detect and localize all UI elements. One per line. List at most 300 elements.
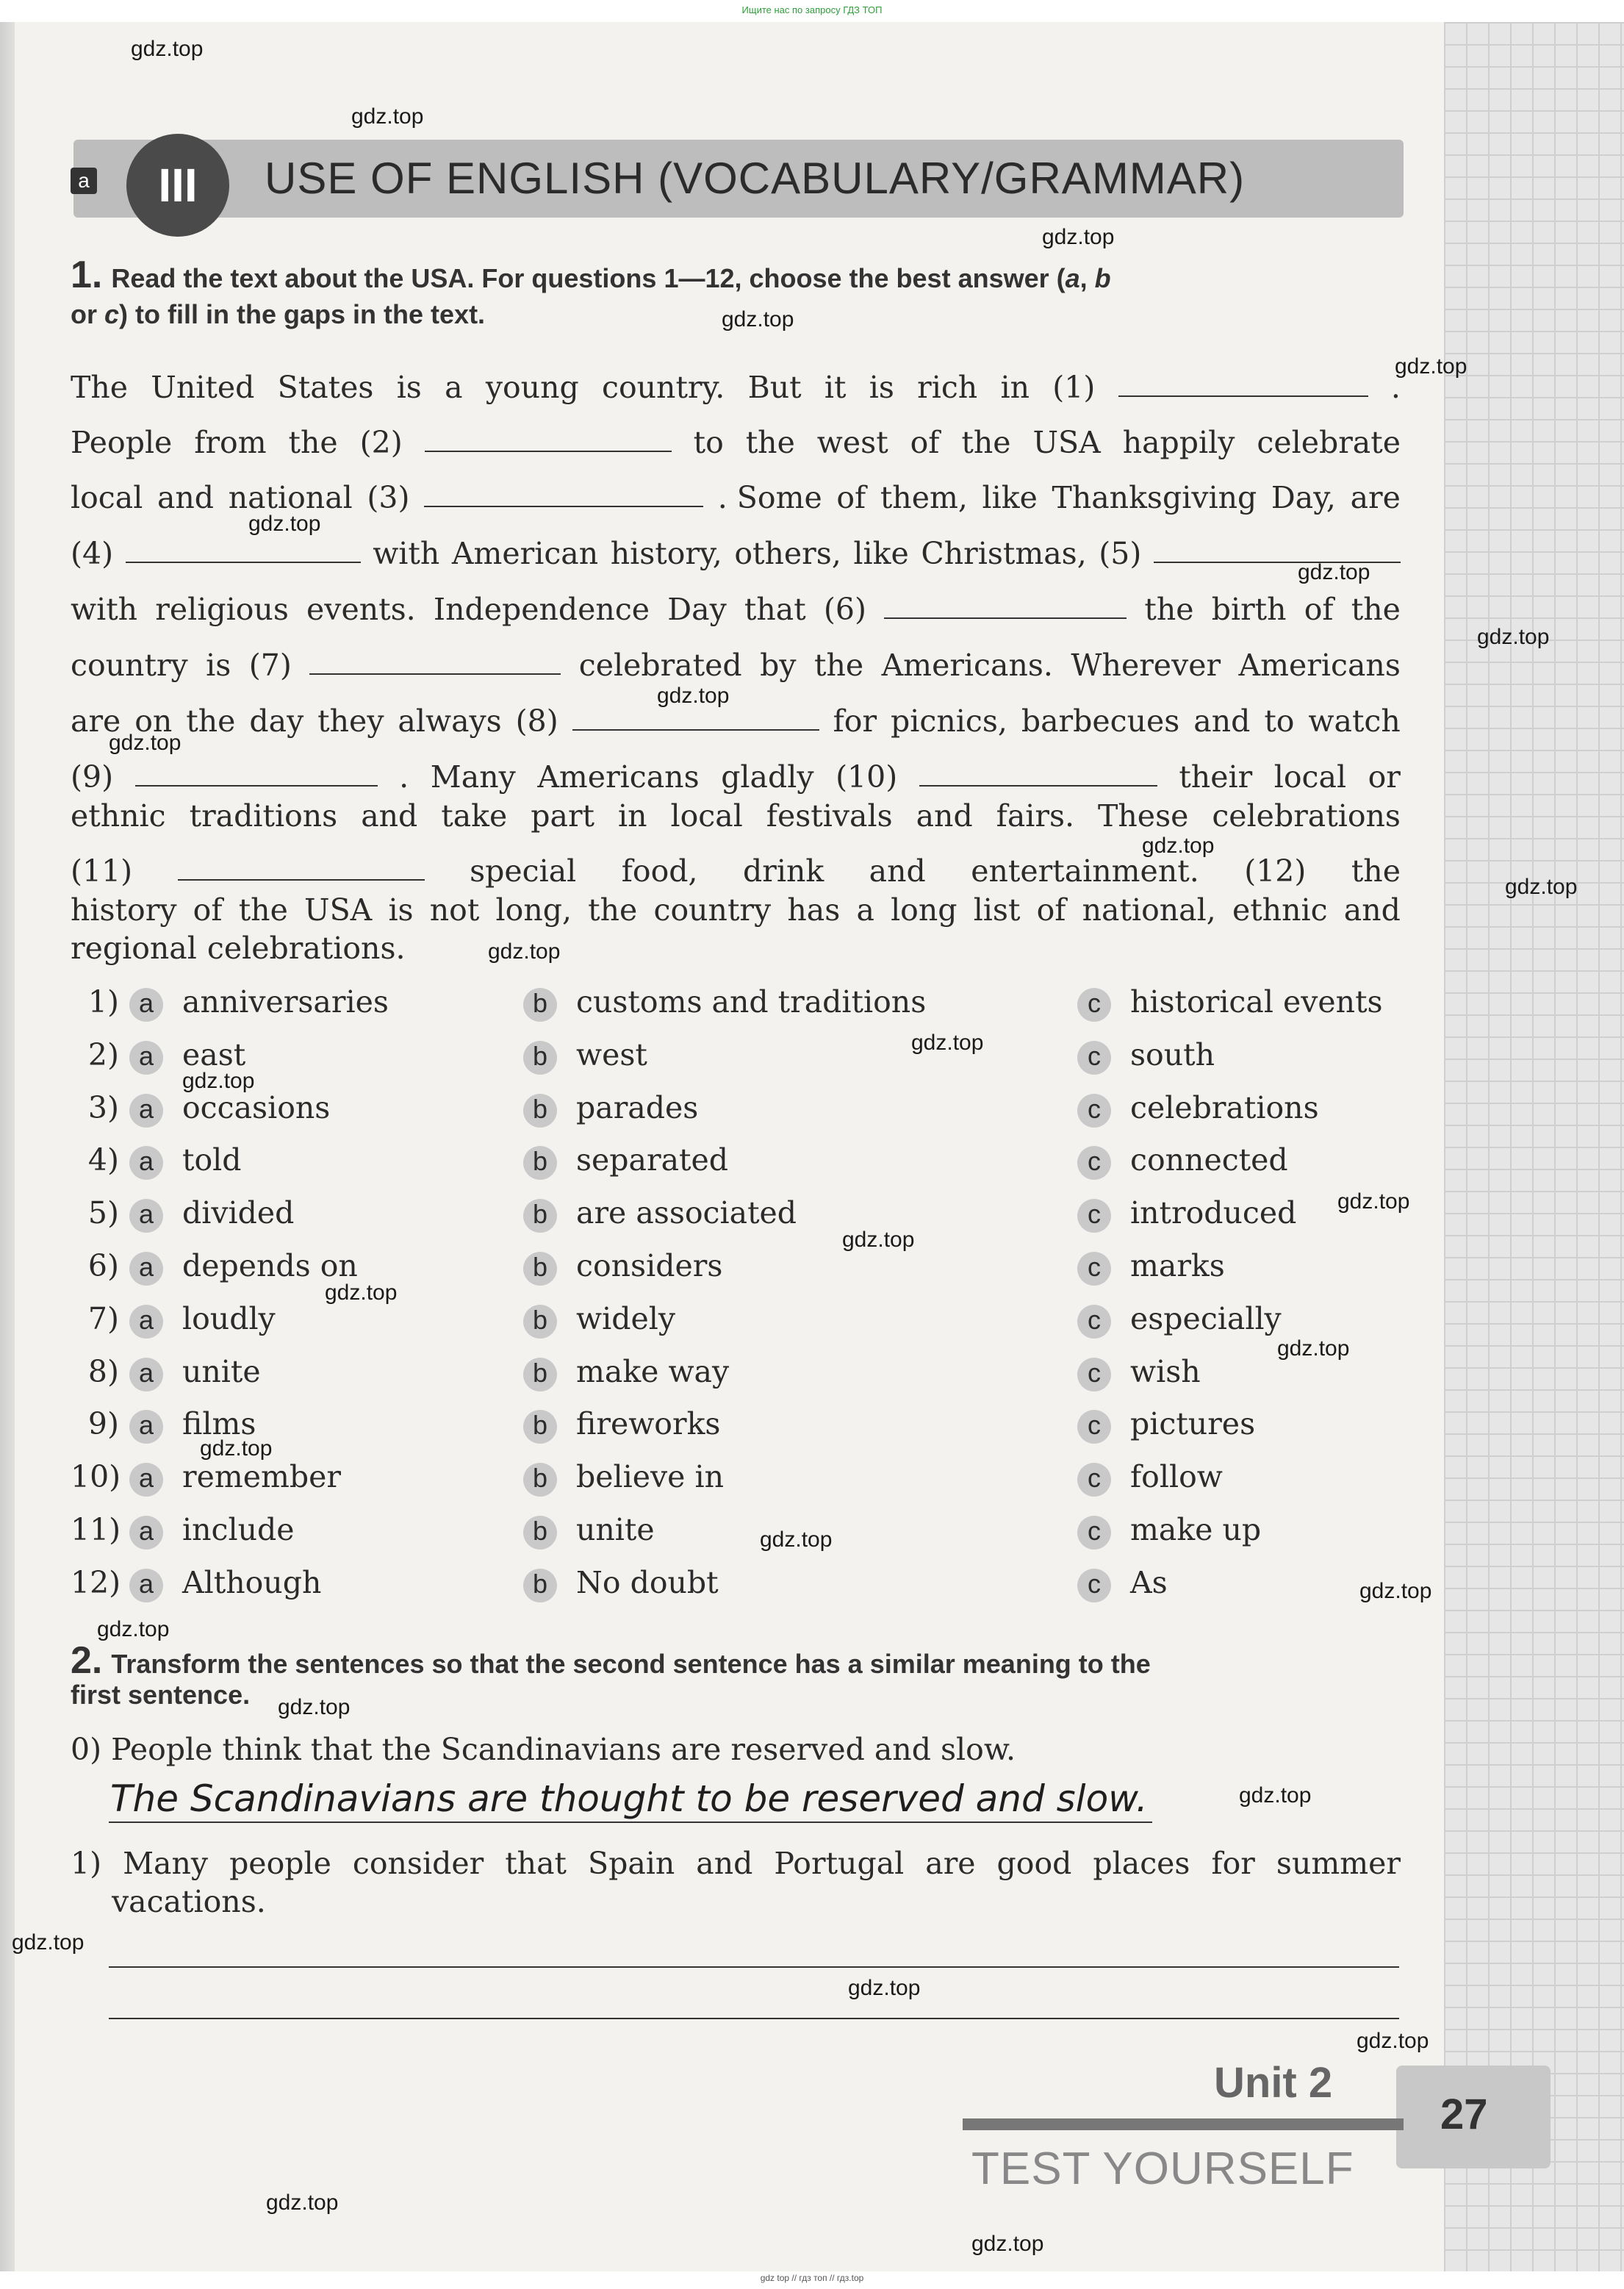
option-text: include bbox=[182, 1512, 295, 1547]
text-word: rich bbox=[917, 370, 978, 405]
text-word: Christmas, bbox=[921, 536, 1087, 571]
text-word: with bbox=[373, 536, 440, 571]
task2-instruction-line2: first sentence. bbox=[71, 1680, 251, 1710]
watermark: gdz.top bbox=[1277, 1336, 1350, 1361]
option-row bbox=[71, 980, 1415, 1024]
text-word: ethnic bbox=[71, 798, 166, 834]
option-c[interactable] bbox=[1077, 1297, 1282, 1341]
text-word: is bbox=[396, 370, 422, 405]
text-word: the bbox=[813, 648, 864, 683]
text-word: the bbox=[238, 892, 288, 928]
text-word: (7) bbox=[248, 648, 292, 683]
option-text: are associated bbox=[576, 1195, 797, 1231]
text-word: and bbox=[1193, 703, 1251, 739]
option-letter-badge: c bbox=[1077, 1252, 1111, 1286]
text-word: places bbox=[1093, 1846, 1190, 1881]
option-b[interactable] bbox=[523, 1402, 720, 1446]
text-word: of bbox=[1304, 592, 1334, 627]
option-c[interactable] bbox=[1077, 1244, 1225, 1288]
text-word: watch bbox=[1308, 703, 1401, 739]
task1-instruction-line1: 1. Read the text about the USA. For questions 1—12, choose the best answer (a, b bbox=[71, 254, 1111, 296]
text-word: national, bbox=[1082, 892, 1216, 928]
watermark: gdz.top bbox=[842, 1228, 915, 1252]
option-a[interactable] bbox=[129, 1561, 321, 1605]
text-line bbox=[71, 535, 1401, 572]
text-word: and bbox=[1343, 892, 1401, 928]
text-word: country. bbox=[602, 370, 725, 405]
watermark: gdz.top bbox=[278, 1695, 351, 1719]
text-word: . bbox=[399, 759, 409, 795]
text-word: (3) bbox=[367, 480, 410, 515]
option-text: occasions bbox=[182, 1090, 331, 1125]
text-word: they bbox=[317, 703, 384, 739]
text-word: celebrated bbox=[578, 648, 742, 683]
text-word: summer bbox=[1276, 1846, 1401, 1881]
text-word: good bbox=[996, 1846, 1072, 1881]
option-text: introduced bbox=[1130, 1195, 1297, 1231]
option-c[interactable] bbox=[1077, 1191, 1296, 1235]
text-word: happily bbox=[1122, 425, 1235, 460]
watermark: gdz.top bbox=[200, 1436, 273, 1461]
option-letter-badge: a bbox=[129, 1410, 163, 1444]
task2-example: 0) People think that the Scandinavians are reserved and slow. bbox=[71, 1732, 1016, 1767]
option-number: 3) bbox=[87, 1090, 119, 1125]
option-b[interactable] bbox=[523, 1297, 675, 1341]
text-word: in bbox=[1000, 370, 1030, 405]
watermark: gdz.top bbox=[848, 1976, 921, 2000]
text-word: Many bbox=[123, 1846, 209, 1881]
text-word: (10) bbox=[836, 759, 898, 795]
option-number: 1) bbox=[87, 984, 119, 1020]
watermark: gdz.top bbox=[248, 512, 321, 536]
watermark: gdz.top bbox=[131, 37, 204, 61]
option-row bbox=[71, 1244, 1415, 1288]
option-c[interactable] bbox=[1077, 1561, 1168, 1605]
text-word: religious bbox=[155, 592, 289, 627]
text-word: country bbox=[653, 892, 772, 928]
text-word: the bbox=[961, 425, 1011, 460]
option-row bbox=[71, 1138, 1415, 1182]
text-word: and bbox=[157, 480, 215, 515]
option-number: 2) bbox=[87, 1037, 119, 1072]
text-word: the bbox=[1351, 592, 1401, 627]
watermark: gdz.top bbox=[325, 1280, 398, 1305]
option-number: 7) bbox=[87, 1301, 119, 1336]
text-word: ethnic bbox=[1232, 892, 1328, 928]
watermark: gdz.top bbox=[1042, 225, 1115, 249]
text-word: Many bbox=[430, 759, 516, 795]
text-word: events. bbox=[306, 592, 416, 627]
option-text: fireworks bbox=[576, 1406, 721, 1441]
watermark: gdz.top bbox=[1298, 560, 1370, 584]
option-letter-badge: c bbox=[1077, 1516, 1111, 1550]
option-letter-badge: a bbox=[129, 1252, 163, 1286]
text-line bbox=[71, 703, 1401, 739]
text-word: entertainment. bbox=[971, 853, 1199, 889]
example-answer-line bbox=[109, 1821, 1152, 1823]
option-letter-badge: a bbox=[129, 1305, 163, 1339]
text-word: celebrations bbox=[1212, 798, 1401, 834]
option-letter-badge: a bbox=[129, 1463, 163, 1497]
text-word: like bbox=[853, 536, 909, 571]
option-text: historical events bbox=[1130, 984, 1383, 1020]
option-letter-badge: b bbox=[523, 1569, 557, 1602]
option-text: loudly bbox=[182, 1301, 276, 1336]
option-text: celebrations bbox=[1130, 1090, 1319, 1125]
option-letter-badge: a bbox=[129, 1358, 163, 1391]
text-word: Independence bbox=[433, 592, 650, 627]
option-number: 11) bbox=[71, 1512, 121, 1547]
text-word: the bbox=[288, 425, 338, 460]
option-a[interactable] bbox=[129, 1508, 295, 1552]
option-b[interactable] bbox=[523, 1191, 797, 1235]
text-word: (6) bbox=[823, 592, 866, 627]
text-word: local bbox=[1273, 759, 1347, 795]
text-word: local bbox=[71, 480, 143, 515]
watermark: gdz.top bbox=[760, 1527, 833, 1552]
option-row bbox=[71, 1350, 1415, 1394]
option-b[interactable] bbox=[523, 1350, 729, 1394]
text-word: (4) bbox=[71, 536, 114, 571]
text-line bbox=[71, 759, 1401, 795]
text-word: young bbox=[485, 370, 579, 405]
option-letter-badge: c bbox=[1077, 1305, 1111, 1339]
option-letter-badge: a bbox=[129, 1146, 163, 1180]
text-word: Thanksgiving bbox=[1052, 480, 1257, 515]
watermark: gdz.top bbox=[97, 1617, 170, 1641]
option-text: films bbox=[182, 1406, 256, 1441]
text-line bbox=[71, 647, 1401, 684]
page-margin-grid bbox=[1444, 22, 1624, 2271]
text-word: or bbox=[1368, 759, 1401, 795]
section-letter-mark: a bbox=[71, 168, 97, 194]
option-letter-badge: b bbox=[523, 1146, 557, 1180]
option-b[interactable] bbox=[523, 1138, 728, 1182]
text-word: part bbox=[531, 798, 595, 834]
option-letter-badge: c bbox=[1077, 1569, 1111, 1602]
option-a[interactable] bbox=[129, 1191, 294, 1235]
option-c[interactable] bbox=[1077, 1350, 1201, 1394]
watermark: gdz.top bbox=[266, 2191, 339, 2215]
watermark: gdz.top bbox=[722, 307, 794, 332]
text-word: people bbox=[229, 1846, 331, 1881]
option-letter-badge: b bbox=[523, 1410, 557, 1444]
text-word: long bbox=[891, 892, 957, 928]
option-c[interactable] bbox=[1077, 980, 1383, 1024]
gap-blank[interactable] bbox=[919, 759, 1157, 787]
page-number: 27 bbox=[1440, 2091, 1488, 2138]
option-a[interactable] bbox=[129, 980, 389, 1024]
unit-divider bbox=[963, 2118, 1404, 2130]
option-text: anniversaries bbox=[182, 984, 389, 1020]
text-word: that bbox=[744, 592, 806, 627]
text-word: Americans bbox=[1238, 648, 1401, 683]
watermark: gdz.top bbox=[182, 1069, 255, 1093]
option-letter-badge: a bbox=[129, 1516, 163, 1550]
option-letter-badge: c bbox=[1077, 988, 1111, 1022]
text-line bbox=[71, 591, 1401, 628]
option-row bbox=[71, 1033, 1415, 1077]
option-letter-badge: b bbox=[523, 1041, 557, 1075]
text-word: and bbox=[361, 798, 418, 834]
option-b[interactable] bbox=[523, 1244, 722, 1288]
text-word: But bbox=[747, 370, 802, 405]
text-word: list bbox=[973, 892, 1021, 928]
text-line bbox=[71, 930, 1401, 967]
text-word: Spain bbox=[587, 1846, 675, 1881]
option-b[interactable] bbox=[523, 1086, 698, 1130]
option-text: remember bbox=[182, 1459, 341, 1494]
option-b[interactable] bbox=[523, 980, 926, 1024]
option-letter-badge: c bbox=[1077, 1358, 1111, 1391]
option-c[interactable] bbox=[1077, 1033, 1215, 1077]
option-text: west bbox=[576, 1037, 647, 1072]
option-number: 9) bbox=[87, 1406, 119, 1441]
option-text: Although bbox=[182, 1565, 322, 1600]
option-number: 10) bbox=[71, 1459, 121, 1494]
task1-instruction-line2: or c) to fill in the gaps in the text. bbox=[71, 299, 486, 329]
option-text: told bbox=[182, 1142, 242, 1178]
option-row bbox=[71, 1402, 1415, 1446]
task2-example-answer: The Scandinavians are thought to be reserved and slow. bbox=[110, 1777, 1148, 1820]
option-text: pictures bbox=[1130, 1406, 1256, 1441]
text-word: the bbox=[1144, 592, 1194, 627]
option-c[interactable] bbox=[1077, 1508, 1261, 1552]
option-c[interactable] bbox=[1077, 1138, 1288, 1182]
watermark: gdz.top bbox=[1505, 875, 1578, 899]
task2-item1-line2: vacations. bbox=[112, 1884, 266, 1919]
text-word: has bbox=[787, 892, 841, 928]
text-word: from bbox=[194, 425, 267, 460]
text-word: are bbox=[71, 703, 121, 739]
text-word: Americans bbox=[537, 759, 700, 795]
option-letter-badge: b bbox=[523, 1094, 557, 1128]
text-word: national bbox=[228, 480, 353, 515]
text-line bbox=[71, 479, 1401, 516]
task1-number: 1. bbox=[71, 254, 103, 296]
text-line bbox=[71, 798, 1401, 834]
option-letter-badge: a bbox=[129, 988, 163, 1022]
text-word: a bbox=[445, 370, 463, 405]
task2-number: 2. bbox=[71, 1639, 103, 1682]
watermark: gdz.top bbox=[657, 684, 730, 708]
text-word: of bbox=[1036, 892, 1066, 928]
option-c[interactable] bbox=[1077, 1455, 1223, 1499]
text-word: not bbox=[429, 892, 480, 928]
option-letter-badge: b bbox=[523, 1199, 557, 1233]
option-a[interactable] bbox=[129, 1455, 341, 1499]
watermark: gdz.top bbox=[1142, 834, 1215, 858]
gap-blank[interactable] bbox=[309, 647, 561, 675]
unit-label: Unit 2 bbox=[1214, 2059, 1333, 2107]
text-word: Day bbox=[667, 592, 727, 627]
text-word: Portugal bbox=[774, 1846, 905, 1881]
option-text: unite bbox=[182, 1354, 261, 1389]
text-word: 1) bbox=[71, 1846, 102, 1881]
text-word: others, bbox=[734, 536, 841, 571]
text-word: of bbox=[836, 480, 866, 515]
option-letter-badge: a bbox=[129, 1199, 163, 1233]
option-text: divided bbox=[182, 1195, 295, 1231]
option-row bbox=[71, 1297, 1415, 1341]
option-letter-badge: b bbox=[523, 1252, 557, 1286]
option-text: make way bbox=[576, 1354, 730, 1389]
text-word: birth bbox=[1211, 592, 1287, 627]
gap-blank[interactable] bbox=[425, 424, 672, 452]
text-word: country bbox=[71, 648, 188, 683]
text-word: to bbox=[693, 425, 724, 460]
option-row bbox=[71, 1508, 1415, 1552]
text-word: are bbox=[1350, 480, 1401, 515]
text-line bbox=[71, 892, 1401, 928]
gap-blank[interactable] bbox=[1154, 535, 1401, 563]
text-word: on bbox=[134, 703, 173, 739]
watermark: gdz.top bbox=[1477, 625, 1550, 649]
text-word: American bbox=[451, 536, 599, 571]
option-text: As bbox=[1130, 1565, 1168, 1600]
text-word: in bbox=[618, 798, 647, 834]
text-word: take bbox=[441, 798, 508, 834]
gap-blank[interactable] bbox=[424, 479, 703, 507]
text-word: gladly bbox=[721, 759, 814, 795]
option-letter-badge: c bbox=[1077, 1041, 1111, 1075]
option-text: south bbox=[1130, 1037, 1215, 1072]
option-b[interactable] bbox=[523, 1455, 724, 1499]
text-word: the bbox=[1351, 853, 1401, 889]
text-word: history bbox=[71, 892, 177, 928]
option-row bbox=[71, 1191, 1415, 1235]
text-word: and bbox=[696, 1846, 753, 1881]
option-text: follow bbox=[1130, 1459, 1223, 1494]
option-row bbox=[71, 1455, 1415, 1499]
text-word: festivals bbox=[766, 798, 893, 834]
text-word: celebrations. bbox=[206, 931, 406, 966]
option-text: unite bbox=[576, 1512, 655, 1547]
watermark: gdz.top bbox=[1395, 354, 1467, 379]
option-c[interactable] bbox=[1077, 1086, 1319, 1130]
option-text: No doubt bbox=[576, 1565, 719, 1600]
option-a[interactable] bbox=[129, 1244, 358, 1288]
task2-instruction-line1: 2. Transform the sentences so that the second sentence has a similar meaning to the bbox=[71, 1639, 1151, 1682]
option-text: believe in bbox=[576, 1459, 724, 1494]
answer-line-1[interactable] bbox=[109, 1966, 1399, 1968]
text-word: Wherever bbox=[1071, 648, 1221, 683]
text-word: (11) bbox=[71, 853, 133, 889]
section-title: USE OF ENGLISH (VOCABULARY/GRAMMAR) bbox=[265, 154, 1246, 203]
text-word: (12) bbox=[1244, 853, 1307, 889]
task2-item1-line1 bbox=[71, 1845, 1401, 1882]
watermark: gdz.top bbox=[911, 1031, 984, 1055]
option-number: 4) bbox=[87, 1142, 119, 1178]
text-word: a bbox=[856, 892, 874, 928]
section-footer-title: TEST YOURSELF bbox=[971, 2143, 1354, 2194]
text-word: . Some bbox=[717, 480, 822, 515]
option-b[interactable] bbox=[523, 1561, 719, 1605]
text-word: (8) bbox=[515, 703, 558, 739]
text-word: west bbox=[816, 425, 888, 460]
text-word: with bbox=[71, 592, 138, 627]
option-letter-badge: b bbox=[523, 1463, 557, 1497]
text-word: Day, bbox=[1271, 480, 1336, 515]
option-letter-badge: a bbox=[129, 1094, 163, 1128]
watermark: gdz.top bbox=[1337, 1189, 1410, 1214]
watermark: gdz.top bbox=[12, 1930, 85, 1955]
option-letter-badge: c bbox=[1077, 1199, 1111, 1233]
watermark: gdz.top bbox=[971, 2232, 1044, 2256]
option-b[interactable] bbox=[523, 1508, 655, 1552]
text-word: long, bbox=[495, 892, 572, 928]
option-text: widely bbox=[576, 1301, 675, 1336]
text-word: barbecues bbox=[1021, 703, 1180, 739]
gap-blank[interactable] bbox=[135, 759, 378, 787]
text-word: special bbox=[470, 853, 577, 889]
text-word: States bbox=[277, 370, 374, 405]
option-letter-badge: c bbox=[1077, 1410, 1111, 1444]
option-letter-badge: c bbox=[1077, 1463, 1111, 1497]
text-word: . bbox=[1390, 370, 1401, 405]
text-word: is bbox=[206, 648, 231, 683]
option-c[interactable] bbox=[1077, 1402, 1255, 1446]
text-word: is bbox=[869, 370, 894, 405]
text-word: Americans. bbox=[881, 648, 1053, 683]
gap-blank[interactable] bbox=[126, 535, 361, 563]
watermark: gdz.top bbox=[1357, 2029, 1429, 2053]
option-number: 12) bbox=[71, 1565, 121, 1600]
text-word: the bbox=[745, 425, 795, 460]
gap-blank[interactable] bbox=[178, 853, 425, 881]
section-numeral-badge: III bbox=[126, 134, 229, 237]
option-a[interactable] bbox=[129, 1350, 261, 1394]
text-word: and bbox=[869, 853, 926, 889]
option-letter-badge: a bbox=[129, 1569, 163, 1602]
option-number: 5) bbox=[87, 1195, 119, 1231]
option-letter-badge: c bbox=[1077, 1094, 1111, 1128]
gap-blank[interactable] bbox=[1118, 369, 1368, 397]
text-word: them, bbox=[880, 480, 968, 515]
text-word: fairs. bbox=[996, 798, 1075, 834]
text-word: and bbox=[916, 798, 973, 834]
option-letter-badge: b bbox=[523, 1516, 557, 1550]
text-word: are bbox=[925, 1846, 976, 1881]
text-word: local bbox=[670, 798, 743, 834]
option-number: 8) bbox=[87, 1354, 119, 1389]
option-text: east bbox=[182, 1037, 246, 1072]
gap-blank[interactable] bbox=[884, 591, 1127, 619]
text-word: United bbox=[151, 370, 255, 405]
text-word: it bbox=[824, 370, 847, 405]
option-b[interactable] bbox=[523, 1033, 647, 1077]
option-text: considers bbox=[576, 1248, 723, 1283]
option-a[interactable] bbox=[129, 1297, 276, 1341]
option-letter-badge: b bbox=[523, 1358, 557, 1391]
option-a[interactable] bbox=[129, 1138, 242, 1182]
option-text: especially bbox=[1130, 1301, 1282, 1336]
watermark: gdz.top bbox=[1359, 1579, 1432, 1603]
top-search-note: Ищите нас по запросу ГДЗ ТОП bbox=[741, 4, 883, 15]
text-word: regional bbox=[71, 931, 197, 966]
text-word: (5) bbox=[1099, 536, 1142, 571]
text-word: traditions bbox=[189, 798, 338, 834]
watermark: gdz.top bbox=[1239, 1783, 1312, 1808]
text-word: (1) bbox=[1052, 370, 1096, 405]
text-word: always bbox=[398, 703, 502, 739]
text-word: These bbox=[1098, 798, 1189, 834]
bottom-note: gdz top // гдз топ // гдз.top bbox=[760, 2273, 864, 2283]
answer-line-2[interactable] bbox=[109, 2018, 1399, 2019]
text-word: drink bbox=[743, 853, 824, 889]
watermark: gdz.top bbox=[351, 104, 424, 129]
text-word: of bbox=[193, 892, 223, 928]
